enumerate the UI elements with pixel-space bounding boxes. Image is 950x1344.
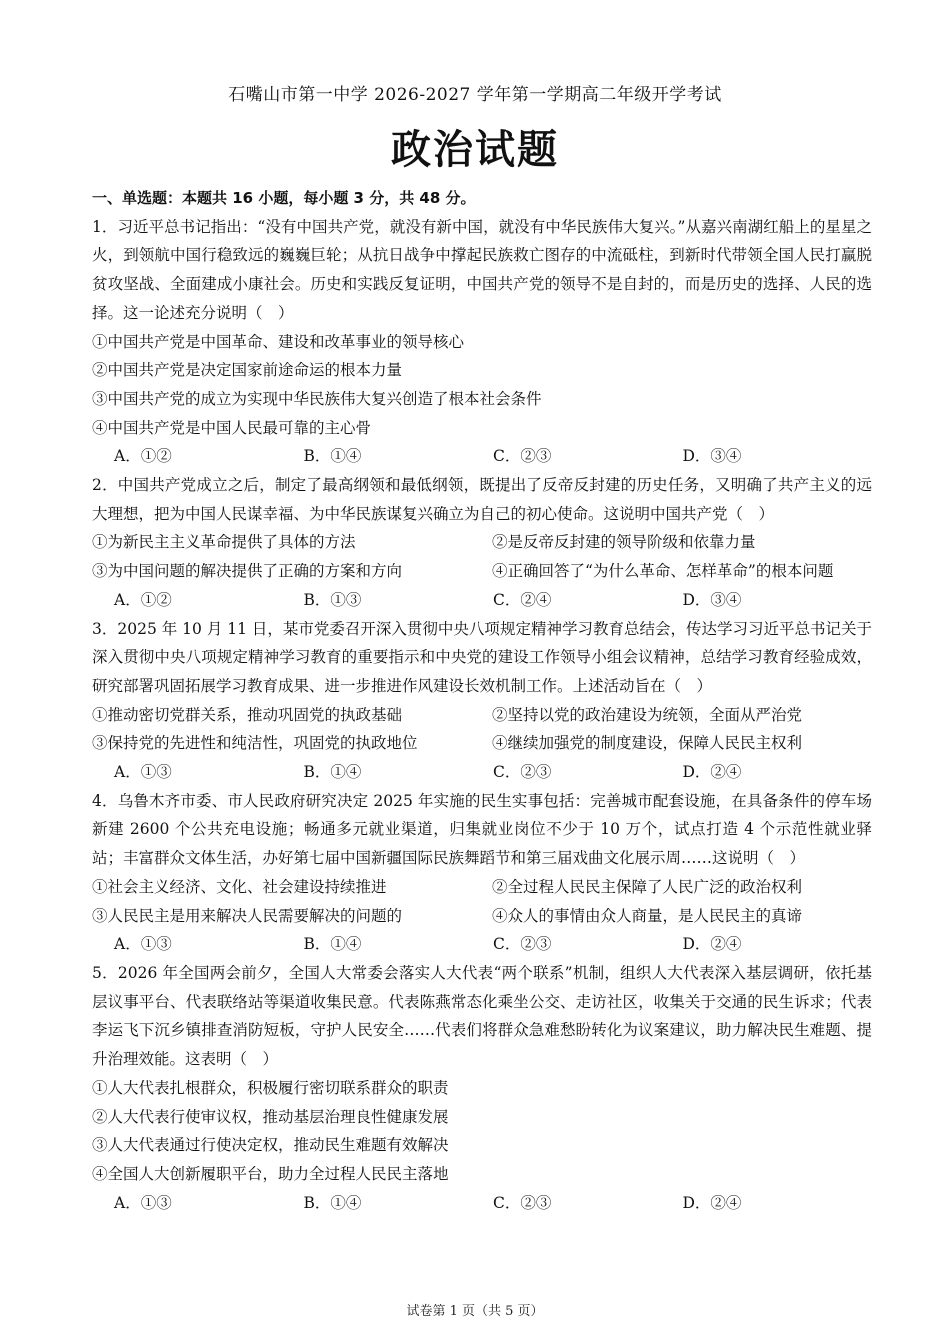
question-stem: 3．2025 年 10 月 11 日，某市党委召开深入贯彻中央八项规定精神学习教育总结会，传达学习习近平总书记关于深入贯彻中央八项规定精神学习教育的重要指示和中央党的建设工作领导小组会议精神，总结学习教育经验成效，研究部署巩固拓展学习教育成果、进一步推进作风建设长效机制工作。上述活动旨在（ ） [92,619,872,695]
question-option: ①人大代表扎根群众，积极履行密切联系群众的职责 [92,1078,449,1097]
answer-choices [92,442,872,471]
question-option: ④全国人大创新履职平台，助力全过程人民民主落地 [92,1164,449,1183]
answer-choices [92,1189,872,1218]
question-stem: 5．2026 年全国两会前夕，全国人大常委会落实人大代表“两个联系”机制，组织人大代表深入基层调研，依托基层议事平台、代表联络站等渠道收集民意。代表陈燕常态化乘坐公交、走访社区，收集关于交通的民生诉求；代表李运飞下沉乡镇排查消防短板，守护人民安全……代表们将群众急难愁盼转化为议案建议，助力解决民生难题、提升治理效能。这表明（ ） [92,963,872,1069]
question-option: ③中国共产党的成立为实现中华民族伟大复兴创造了根本社会条件 [92,389,542,408]
choice-d: D．③④ [682,447,742,466]
question-option: ④正确回答了“为什么革命、怎样革命”的根本问题 [492,562,834,581]
question-2 [92,471,872,615]
choice-d: D．②④ [682,935,742,954]
question-option: ③为中国问题的解决提供了正确的方案和方向 [92,562,403,581]
question-option: ③保持党的先进性和纯洁性，巩固党的执政地位 [92,734,418,753]
question-option: ②人大代表行使审议权，推动基层治理良性健康发展 [92,1107,449,1126]
option-row [92,873,872,902]
choice-b: B．①④ [303,763,362,782]
choice-a: A．①③ [114,1193,172,1212]
choice-c: C．②③ [493,763,552,782]
choice-b: B．①④ [303,1193,362,1212]
choice-d: D．②④ [682,763,742,782]
section-heading: 一、单选题：本题共 16 小题，每小题 3 分，共 48 分。 [92,189,476,207]
choice-c: C．②③ [493,935,552,954]
question-5 [92,959,872,1217]
question-option: ①中国共产党是中国革命、建设和改革事业的领导核心 [92,332,465,351]
choice-c: C．②③ [493,447,552,466]
question-stem: 1．习近平总书记指出：“没有中国共产党，就没有新中国，就没有中华民族伟大复兴。”从嘉兴南湖红船上的星星之火，到领航中国行稳致远的巍巍巨轮；从抗日战争中撑起民族救亡图存的中流砥柱，到新时代带领全国人民打赢脱贫攻坚战、全面建成小康社会。历史和实践反复证明，中国共产党的领导不是自封的，而是历史的选择、人民的选择。这一论述充分说明（ ） [92,217,872,322]
choice-d: D．③④ [682,590,742,609]
page-number-footer: 试卷第 1 页（共 5 页） [406,1304,544,1319]
option-row [92,557,872,586]
question-stem: 4．乌鲁木齐市委、市人民政府研究决定 2025 年实施的民生实事包括：完善城市配套设施，在具备条件的停车场新建 2600 个公共充电设施；畅通多元就业渠道，归集就业岗位不少于 10 万个，试点打造 4 个示范性就业驿站；丰富群众文体生活，办好第七届中国新疆国际民族舞蹈节和第三届戏曲文化展示周……这说明（ ） [92,791,872,868]
option-row [92,902,872,931]
question-option: ①为新民主主义革命提供了具体的方法 [92,533,356,552]
choice-a: A．①② [114,447,172,466]
choice-c: C．②④ [493,590,552,609]
choice-a: A．①③ [114,935,172,954]
question-option: ③人民民主是用来解决人民需要解决的问题的 [92,906,403,925]
question-option: ③人大代表通过行使决定权，推动民生难题有效解决 [92,1136,449,1155]
answer-choices [92,758,872,787]
question-option: ④中国共产党是中国人民最可靠的主心骨 [92,418,372,437]
option-row [92,729,872,758]
question-option: ②全过程人民民主保障了人民广泛的政治权利 [492,877,803,896]
choice-b: B．①④ [303,935,362,954]
answer-choices [92,586,872,615]
choice-a: A．①③ [114,763,172,782]
question-option: ①推动密切党群关系，推动巩固党的执政基础 [92,705,403,724]
answer-choices [92,930,872,959]
choice-c: C．②③ [493,1193,552,1212]
question-option: ②坚持以党的政治建设为统领，全面从严治党 [492,705,803,724]
page-title: 政治试题 [391,127,559,173]
question-1 [92,213,872,471]
question-option: ④众人的事情由众人商量，是人民民主的真谛 [492,906,803,925]
question-option: ④继续加强党的制度建设，保障人民民主权利 [492,734,803,753]
question-stem: 2．中国共产党成立之后，制定了最高纲领和最低纲领，既提出了反帝反封建的历史任务，又明确了共产主义的远大理想，把为中国人民谋幸福、为中华民族谋复兴确立为自己的初心使命。这说明中国共产党（ ） [92,476,872,523]
choice-b: B．①③ [303,590,362,609]
question-option: ②是反帝反封建的领导阶级和依靠力量 [492,533,756,552]
exam-content [92,184,872,1217]
choice-b: B．①④ [303,447,362,466]
question-4 [92,787,872,959]
school-exam-title: 石嘴山市第一中学 2026-2027 学年第一学期高二年级开学考试 [228,85,722,105]
question-option: ①社会主义经济、文化、社会建设持续推进 [92,877,387,896]
option-row [92,528,872,557]
choice-a: A．①② [114,590,172,609]
choice-d: D．②④ [682,1193,742,1212]
question-3 [92,615,872,787]
question-option: ②中国共产党是决定国家前途命运的根本力量 [92,361,403,380]
option-row [92,701,872,730]
